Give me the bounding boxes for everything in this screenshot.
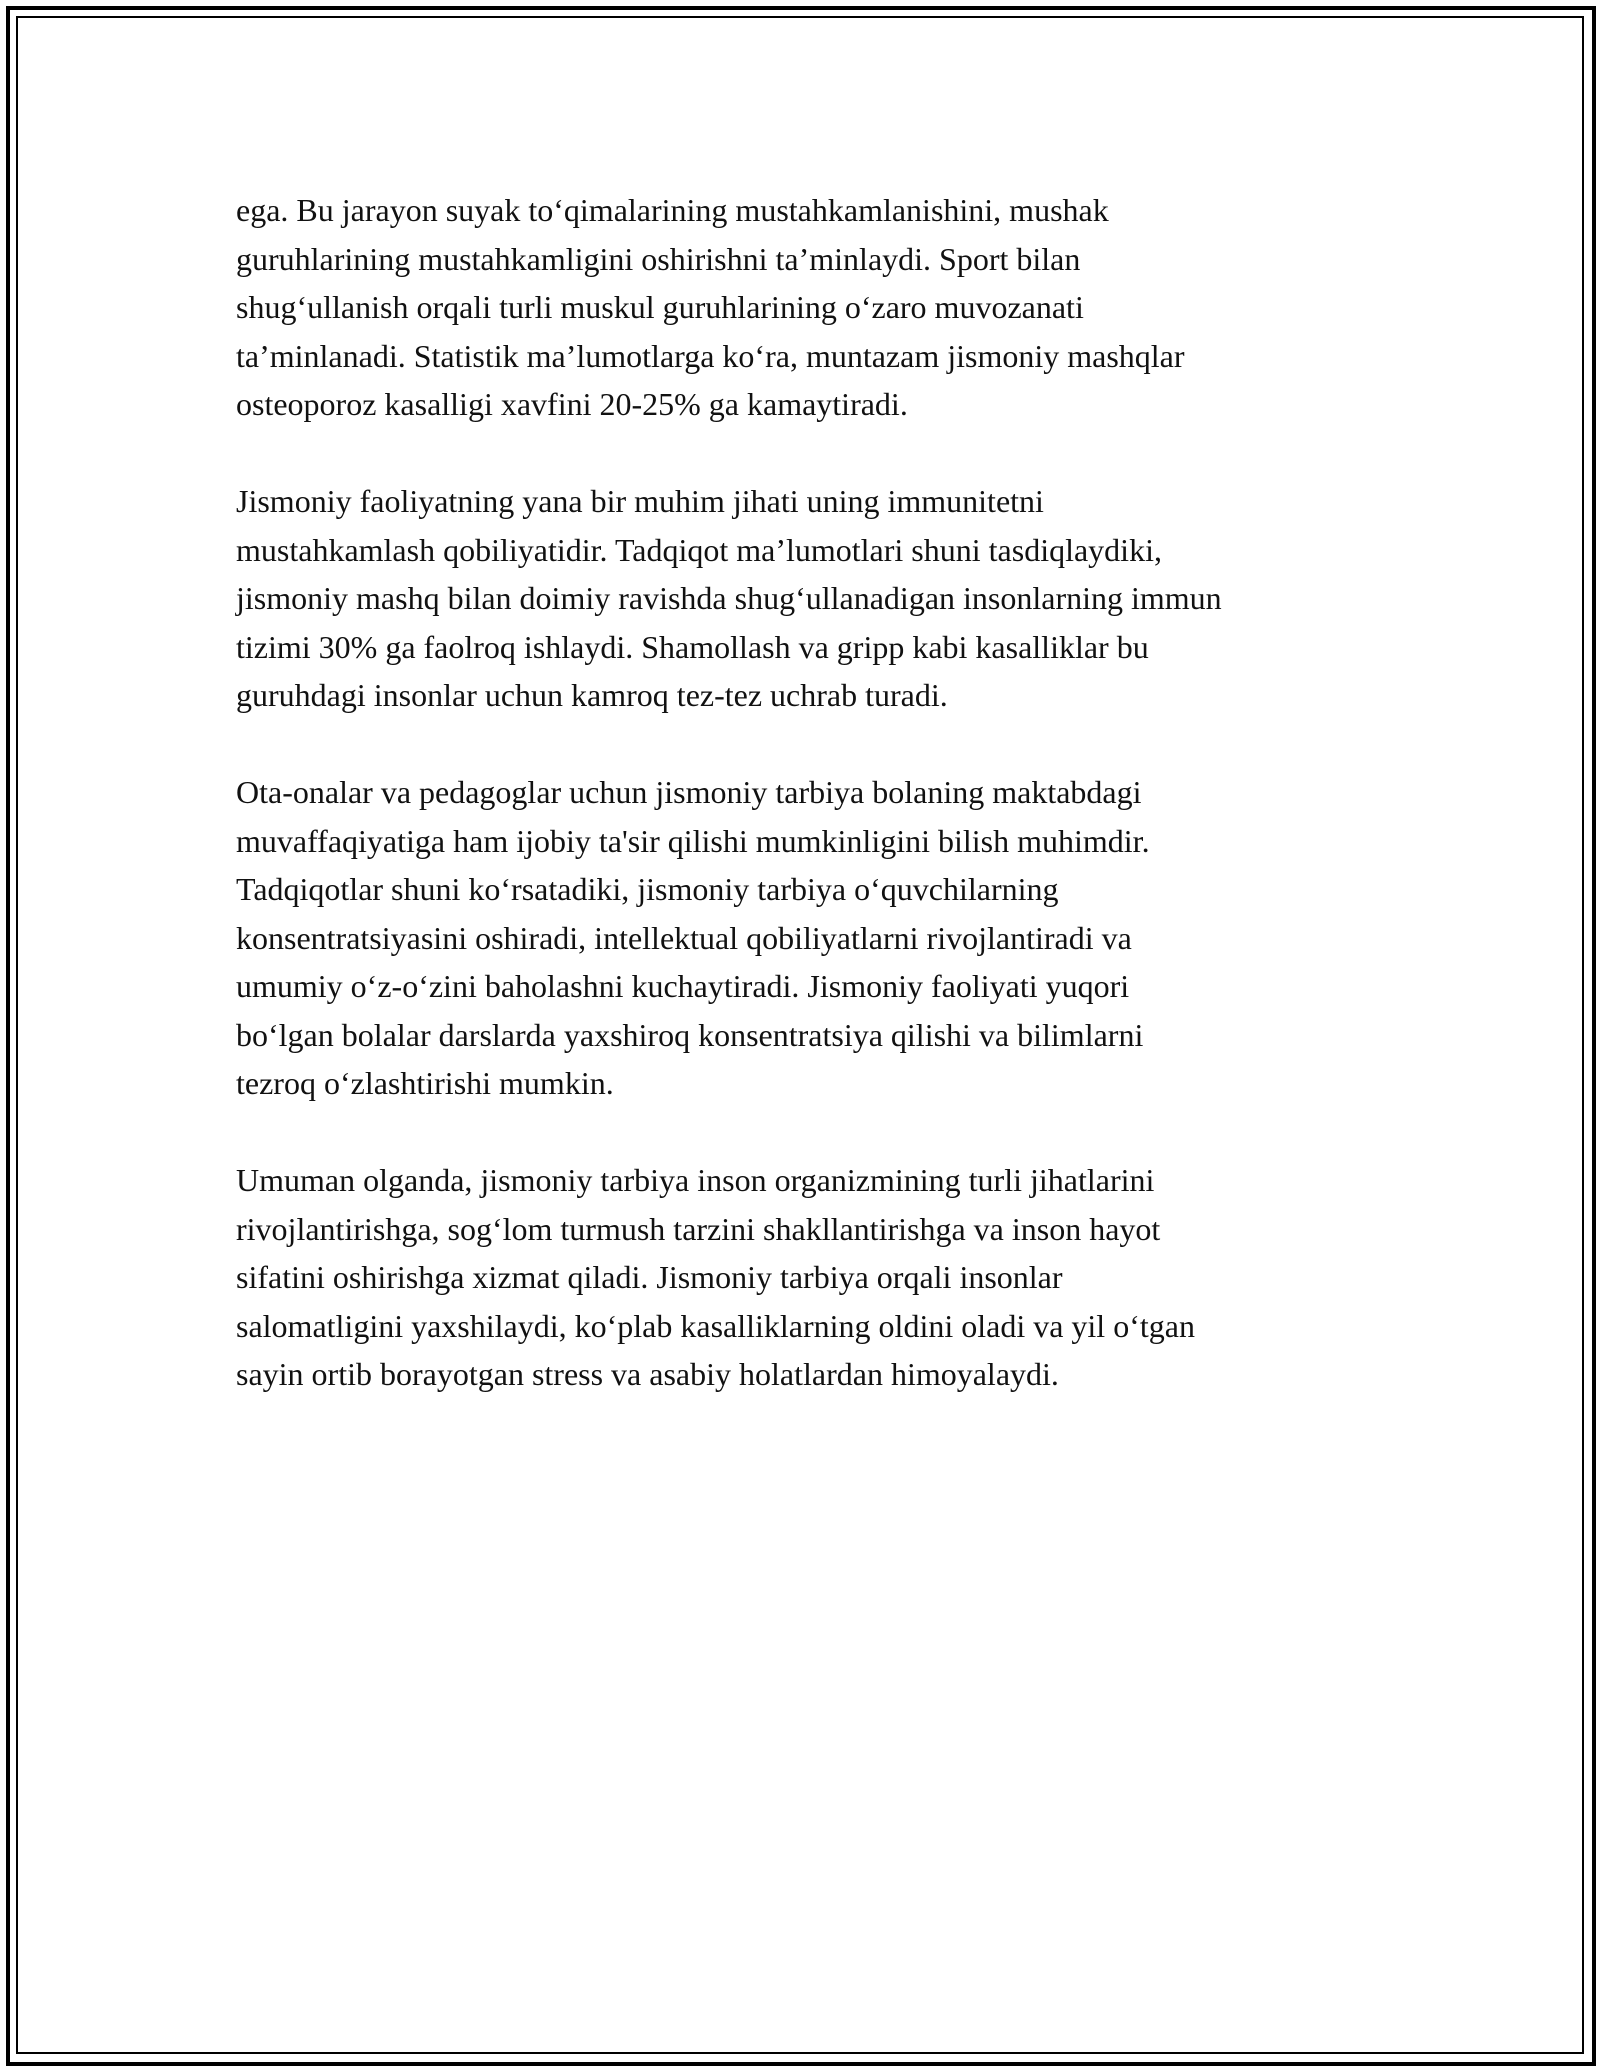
text-line: jismoniy mashq bilan doimiy ravishda shug‘ullanadigan insonlarning immun: [236, 580, 1222, 616]
text-line: guruhdagi insonlar uchun kamroq tez-tez uchrab turadi.: [236, 677, 948, 713]
text-line: tizimi 30% ga faolroq ishlaydi. Shamollash va gripp kabi kasalliklar bu: [236, 628, 1149, 665]
text-line: bo‘lgan bolalar darslarda yaxshiroq konsentratsiya qilishi va bilimlarni: [236, 1016, 1144, 1053]
text-line: rivojlantirishga, sog‘lom turmush tarzini shakllantirishga va inson hayot: [236, 1210, 1161, 1247]
text-line: Ota-onalar va pedagoglar uchun jismoniy tarbiya bolaning maktabdagi: [236, 774, 1142, 810]
paragraph: [236, 768, 1426, 1108]
paragraph: [236, 186, 1426, 429]
text-line: sifatini oshirishga xizmat qiladi. Jismoniy tarbiya orqali insonlar: [236, 1259, 1063, 1295]
text-line: osteoporoz kasalligi xavfini 20-25% ga kamaytiradi.: [236, 386, 908, 422]
text-line: muvaffaqiyatiga ham ijobiy ta'sir qilishi mumkinligini bilish muhimdir.: [236, 822, 1150, 859]
paragraph: [236, 477, 1426, 720]
text-line: tezroq o‘zlashtirishi mumkin.: [236, 1065, 614, 1101]
text-line: Umuman olganda, jismoniy tarbiya inson organizmining turli jihatlarini: [236, 1162, 1155, 1198]
text-line: ta’minlanadi. Statistik ma’lumotlarga ko‘ra, muntazam jismoniy mashqlar: [236, 337, 1185, 374]
text-line: mustahkamlash qobiliyatidir. Tadqiqot ma’lumotlari shuni tasdiqlaydiki,: [236, 531, 1162, 568]
text-line: umumiy o‘z-o‘zini baholashni kuchaytiradi. Jismoniy faoliyati yuqori: [236, 968, 1130, 1004]
document-body: [236, 186, 1426, 1447]
text-line: ega. Bu jarayon suyak to‘qimalarining mustahkamlanishini, mushak: [236, 192, 1109, 228]
text-line: guruhlarining mustahkamligini oshirishni ta’minlaydi. Sport bilan: [236, 240, 1081, 277]
text-line: sayin ortib borayotgan stress va asabiy holatlardan himoyalaydi.: [236, 1356, 1059, 1392]
text-line: konsentratsiyasini oshiradi, intellektual qobiliyatlarni rivojlantiradi va: [236, 919, 1132, 956]
text-line: shug‘ullanish orqali turli muskul guruhlarining o‘zaro muvozanati: [236, 289, 1084, 325]
text-line: Tadqiqotlar shuni ko‘rsatadiki, jismoniy tarbiya o‘quvchilarning: [236, 871, 1059, 907]
paragraph: [236, 1156, 1426, 1399]
text-line: Jismoniy faoliyatning yana bir muhim jihati uning immunitetni: [236, 483, 1044, 519]
text-line: salomatligini yaxshilaydi, ko‘plab kasalliklarning oldini oladi va yil o‘tgan: [236, 1307, 1195, 1344]
